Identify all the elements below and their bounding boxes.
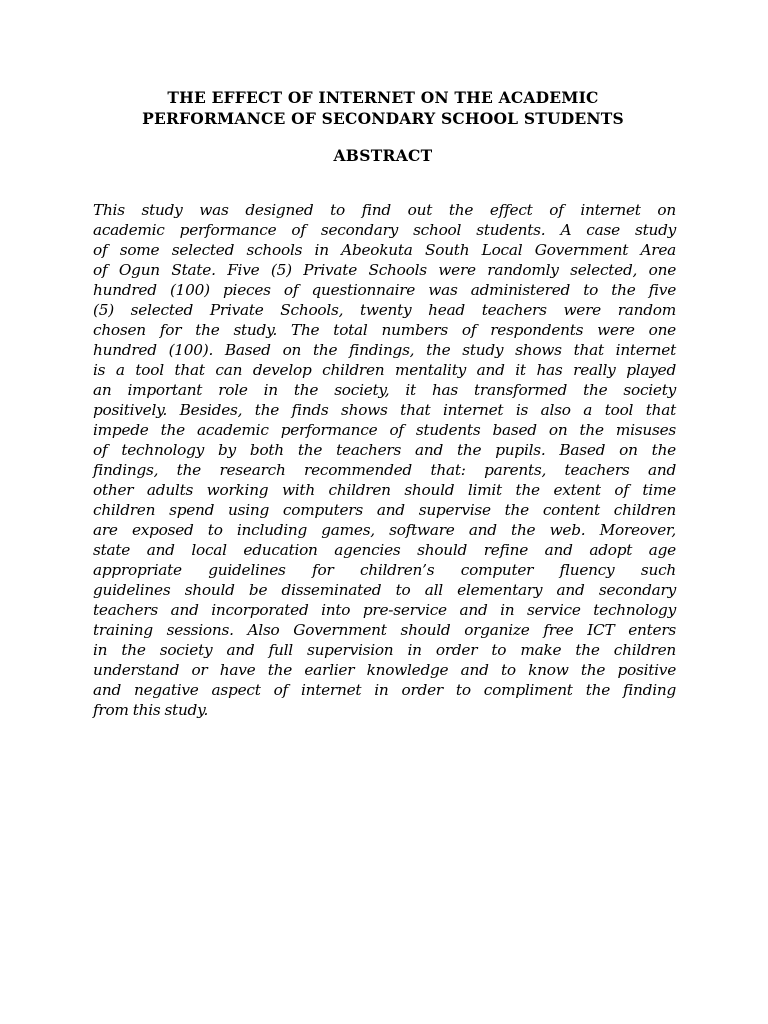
abstract-line: from this study. — [93, 701, 209, 720]
abstract-line: academic performance of secondary school students. A case study — [93, 221, 676, 240]
abstract-line: training sessions. Also Government should organize free ICT enters — [93, 621, 676, 640]
abstract-line: in the society and full supervision in order to make the children — [93, 641, 676, 660]
abstract-line: and negative aspect of internet in order to compliment the finding — [93, 681, 676, 700]
abstract-line: of technology by both the teachers and the pupils. Based on the — [93, 441, 676, 460]
abstract-line: understand or have the earlier knowledge and to know the positive — [93, 661, 676, 680]
abstract-line: hundred (100) pieces of questionnaire was administered to the five — [93, 281, 676, 300]
abstract-line: This study was designed to find out the effect of internet on — [93, 201, 676, 219]
abstract-line: state and local education agencies should refine and adopt age — [93, 541, 676, 560]
abstract-line: of Ogun State. Five (5) Private Schools were randomly selected, one — [93, 261, 676, 280]
title-line-1: THE EFFECT OF INTERNET ON THE ACADEMIC — [167, 88, 599, 107]
abstract-line: positively. Besides, the finds shows that internet is also a tool that — [93, 401, 676, 420]
abstract-line: an important role in the society, it has transformed the society — [93, 381, 676, 400]
document-title — [80, 87, 686, 129]
abstract-line: chosen for the study. The total numbers of respondents were one — [93, 321, 676, 340]
abstract-line: findings, the research recommended that: parents, teachers and — [93, 461, 676, 480]
abstract-line: is a tool that can develop children mentality and it has really played — [93, 361, 676, 380]
abstract-line: of some selected schools in Abeokuta South Local Government Area — [93, 241, 676, 260]
abstract-line: hundred (100). Based on the findings, the study shows that internet — [93, 341, 676, 360]
abstract-paragraph — [93, 200, 676, 720]
abstract-line: teachers and incorporated into pre-service and in service technology — [93, 601, 676, 620]
abstract-line: impede the academic performance of students based on the misuses — [93, 421, 676, 440]
abstract-line: children spend using computers and supervise the content children — [93, 501, 676, 520]
abstract-line: appropriate guidelines for children’s computer fluency such — [93, 561, 676, 580]
title-line-2: PERFORMANCE OF SECONDARY SCHOOL STUDENTS — [142, 109, 624, 128]
abstract-line: (5) selected Private Schools, twenty head teachers were random — [93, 301, 676, 320]
abstract-line: guidelines should be disseminated to all elementary and secondary — [93, 581, 676, 600]
abstract-line: other adults working with children should limit the extent of time — [93, 481, 676, 500]
abstract-heading: ABSTRACT — [333, 146, 433, 165]
abstract-line: are exposed to including games, software and the web. Moreover, — [93, 521, 676, 540]
